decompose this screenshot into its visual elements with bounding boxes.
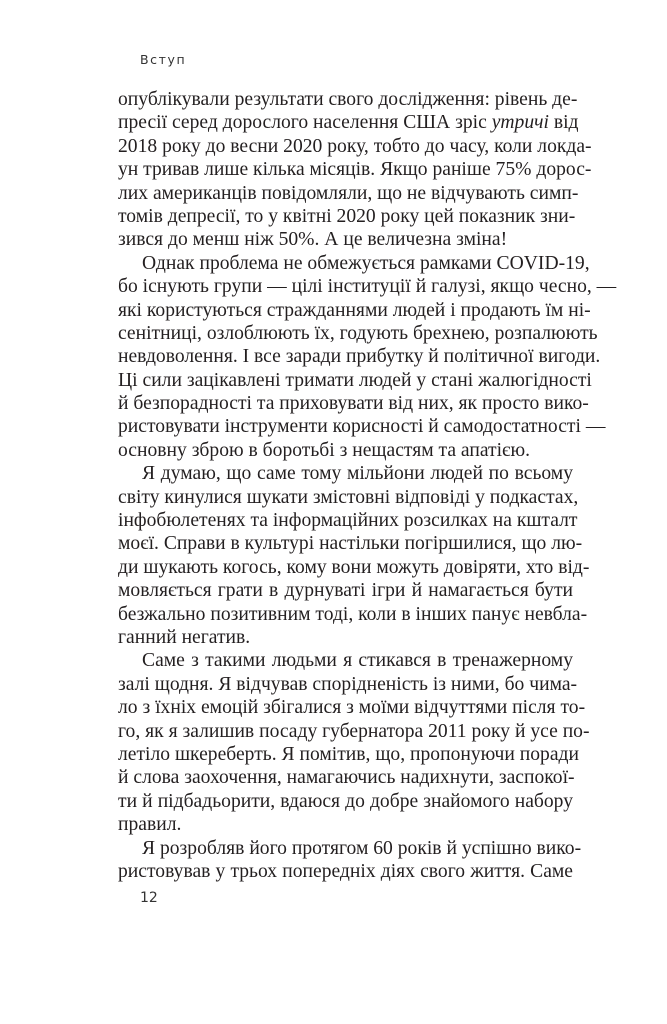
text-line: Однак проблема не обмежується рамками COVID-19, (142, 252, 590, 274)
text-line: які користуються стражданнями людей і продають їм ні- (118, 299, 591, 321)
text-line: бо існують групи — цілі інституції й галузі, якщо чесно, — (118, 276, 617, 298)
text-line: основну зброю в боротьбі з нещастям та апатією. (118, 439, 530, 461)
text-line: ди шукають когось, кому вони можуть довіряти, хто від- (118, 556, 590, 578)
text-line: ристовував у трьох попередніх діях свого життя. Саме (118, 860, 573, 882)
page-number: 12 (140, 890, 158, 906)
text-line: Я думаю, що саме тому мільйони людей по всьому (142, 463, 573, 485)
text-line: сенітниці, озлоблюють їх, годують брехнею, розпалюють (118, 322, 598, 344)
running-header: Вступ (140, 52, 187, 67)
text-line: й безпорадності та приховувати від них, як просто вико- (118, 393, 589, 415)
text-line: мовляється грати в дурнуваті ігри й намагається бути (118, 580, 573, 602)
emphasis: утричі (491, 112, 549, 134)
text-segment: від (548, 112, 579, 134)
body-text (118, 88, 617, 883)
text-line: томів депресії, то у квітні 2020 року цей показник зни- (118, 205, 576, 227)
text-line: Саме з такими людьми я стикався в тренажерному (142, 650, 573, 672)
text-line: й слова заохочення, намагаючись надихнути, заспокої- (118, 767, 575, 789)
text-line: безжально позитивним тоді, коли в інших панує невбла- (118, 603, 588, 625)
text-line: летіло шкереберть. Я помітив, що, пропонуючи поради (118, 743, 580, 765)
text-line: невдоволення. І все заради прибутку й політичної вигоди. (118, 346, 601, 368)
text-line: 2018 року до весни 2020 року, тобто до часу, коли локда- (118, 135, 592, 157)
text-line: опублікували результати свого дослідження: рівень де- (118, 89, 578, 110)
text-line: інфобюлетенях та інформаційних розсилках на кшталт (118, 510, 578, 532)
text-line: правил. (118, 814, 182, 836)
text-line: го, як я залишив посаду губернатора 2011 року й усе по- (118, 720, 590, 742)
text-segment: пресії серед дорослого населення США зріс (118, 112, 492, 134)
text-line: ристовувати інструменти корисності й самодостатності — (118, 416, 606, 438)
text-line (118, 111, 579, 134)
text-line: ти й підбадьорити, вдаюся до добре знайомого набору (118, 790, 573, 812)
text-line: зився до менш ніж 50%. А це величезна зміна! (118, 229, 508, 251)
text-line: світу кинулися шукати змістовні відповіді у подкастах, (118, 486, 579, 508)
text-line: ун тривав лише кілька місяців. Якщо раніше 75% дорос- (118, 159, 592, 181)
text-line: моєї. Справи в культурі настільки погіршилися, що лю- (118, 533, 583, 555)
text-line: Я розробляв його протягом 60 років й успішно вико- (142, 837, 582, 859)
text-line: ганний негатив. (118, 626, 251, 648)
text-line: лих американців повідомляли, що не відчувають симп- (118, 182, 579, 204)
text-line: Ці сили зацікавлені тримати людей у стані жалюгідності (118, 369, 592, 391)
text-line: залі щодня. Я відчував спорідненість із ними, бо чима- (118, 673, 578, 695)
text-line: ло з їхніх емоцій збігалися з моїми відчуттями після то- (118, 697, 586, 719)
